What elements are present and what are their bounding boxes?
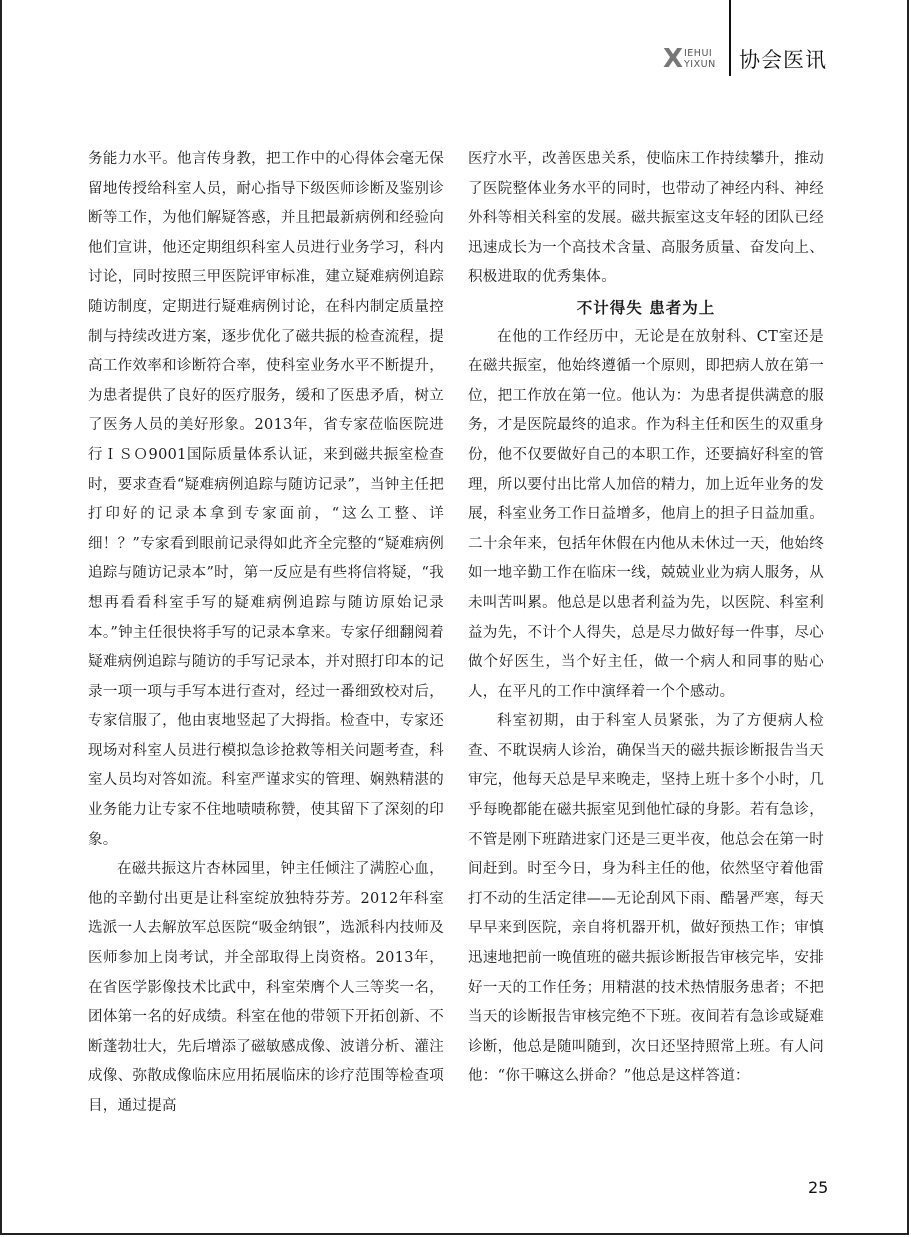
page-number: 25 xyxy=(808,1178,829,1197)
body-paragraph: 在磁共振这片杏林园里，钟主任倾注了满腔心血，他的辛勤付出更是让科室绽放独特芬芳。2012年科室选派一人去解放军总医院“吸金纳银”，选派科内技师及医师参加上岗考试，并全部取得上岗资格。2013年，在省医学影像技术比武中，科室荣膺个人三等奖一名，团体第一名的好成绩。科室在他的带领下开拓创新、不断蓬勃壮大，先后增添了磁敏感成像、波谱分析、灌注成像、弥散成像临床应用拓展临床的诊疗范围等检查项目，通过提高 xyxy=(88,861,444,1114)
page-header xyxy=(0,0,911,90)
logo-subtext xyxy=(684,48,716,70)
logo-letter: X xyxy=(663,44,684,74)
logo-sub-top: IEHUI xyxy=(684,48,713,59)
body-paragraph: 医疗水平，改善医患关系，使临床工作持续攀升，推动了医院整体业务水平的同时，也带动了神经内科、神经外科等相关科室的发展。磁共振室这支年轻的团队已经迅速成长为一个高技术含量、高服务质量、奋发向上、积极进取的优秀集体。 xyxy=(468,151,824,286)
body-paragraph: 务能力水平。他言传身教，把工作中的心得体会毫无保留地传授给科室人员，耐心指导下级医师诊断及鉴别诊断等工作，为他们解疑答惑，并且把最新病例和经验向他们宣讲，他还定期组织科室人员进行业务学习，科内讨论，同时按照三甲医院评审标准，建立疑难病例追踪随访制度，定期进行疑难病例讨论，在科内制定质量控制与持续改进方案，逐步优化了磁共振的检查流程，提高工作效率和诊断符合率，使科室业务水平不断提升，为患者提供了良好的医疗服务，缓和了医患矛盾，树立了医务人员的美好形象。2013年，省专家莅临医院进行ＩＳＯ9001国际质量体系认证，来到磁共振室检查时，要求查看“疑难病例追踪与随访记录”，当钟主任把打印好的记录本拿到专家面前，“这么工整、详细！？”专家看到眼前记录得如此齐全完整的“疑难病例追踪与随访记录本”时，第一反应是有些将信将疑，“我想再看看科室手写的疑难病例追踪与随访原始记录本。”钟主任很快将手写的记录本拿来。专家仔细翻阅着疑难病例追踪与随访的手写记录本，并对照打印本的记录一项一项与手写本进行查对，经过一番细致校对后，专家信服了，他由衷地竖起了大拇指。检查中，专家还现场对科室人员进行模拟急诊抢救等相关问题考查，科室人员均对答如流。科室严谨求实的管理、娴熟精湛的业务能力让专家不住地啧啧称赞，使其留下了深刻的印象。 xyxy=(88,151,444,848)
section-title: 协会医讯 xyxy=(739,48,827,72)
body-paragraph: 科室初期，由于科室人员紧张，为了方便病人检查、不耽误病人诊治，确保当天的磁共振诊断报告当天审完，他每天总是早来晚走，坚持上班十多个小时，几乎每晚都能在磁共振室见到他忙碌的身影。若有急诊，不管是刚下班踏进家门还是三更半夜，他总会在第一时间赶到。时至今日，身为科主任的他，依然坚守着他雷打不动的生活定律——无论刮风下雨、酷暑严寒，每天早早来到医院，亲自将机器开机，做好预热工作；审慎迅速地把前一晚值班的磁共振诊断报告审核完毕，安排好一天的工作任务；用精湛的技术热情服务患者；不把当天的诊断报告审核完绝不下班。夜间若有急诊或疑难诊断，他总是随叫随到，次日还坚持照常上班。有人问他：“你干嘛这么拼命？”他总是这样答道： xyxy=(468,713,824,1085)
body-paragraph: 在他的工作经历中，无论是在放射科、CT室还是在磁共振室，他始终遵循一个原则，即把病人放在第一位，把工作放在第一位。他认为：为患者提供满意的服务，才是医院最终的追求。作为科主任和医生的双重身份，他不仅要做好自己的本职工作，还要搞好科室的管理，所以要付出比常人加倍的精力，加上近年业务的发展，科室业务工作日益增多，他肩上的担子日益加重。二十余年来，包括年休假在内他从未休过一天，他始终如一地辛勤工作在临床一线，兢兢业业为病人服务，从未叫苦叫累。他总是以患者利益为先，以医院、科室利益为先，不计个人得失，总是尽力做好每一件事，尽心做个好医生，当个好主任，做一个病人和同事的贴心人，在平凡的工作中演绎着一个个感动。 xyxy=(468,328,824,700)
logo-sub-bottom: YIXUN xyxy=(684,59,716,70)
header-divider xyxy=(729,0,731,76)
left-column xyxy=(88,145,444,1122)
section-heading: 不计得失 患者为上 xyxy=(576,297,716,317)
right-column xyxy=(468,145,824,1092)
